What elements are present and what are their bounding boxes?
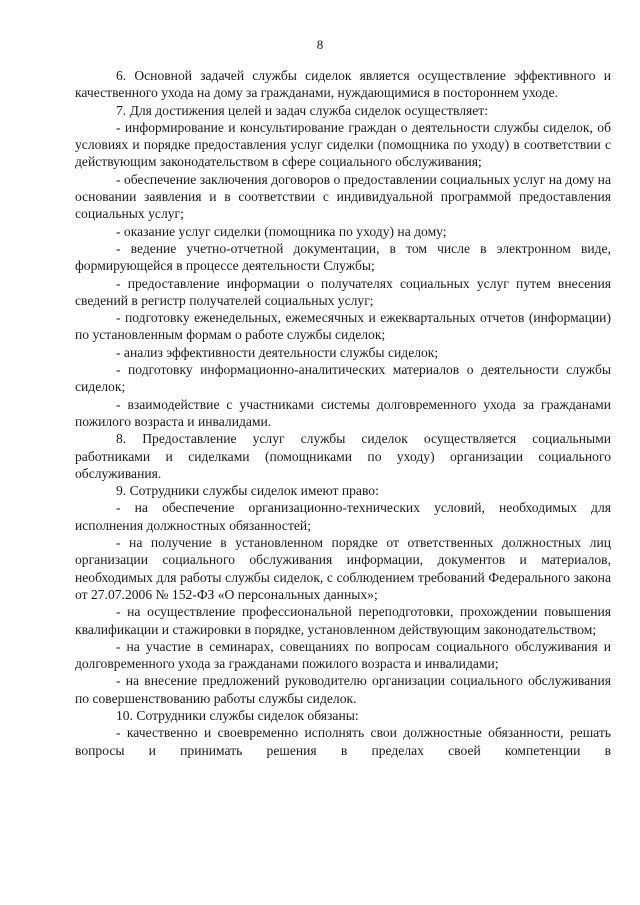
- list-item-right-proposals: - на внесение предложений руководителю организации социального обслуживания по совершенствованию работы службы сиделок.: [75, 673, 611, 706]
- list-item-right-seminars: - на участие в семинарах, совещаниях по вопросам социального обслуживания и долговременного ухода за гражданами пожилого возраста и инвалидами;: [75, 638, 611, 672]
- list-item-analysis: - анализ эффективности деятельности службы сиделок;: [116, 344, 439, 360]
- document-body: [75, 67, 611, 759]
- paragraph-6-main-task: 6. Основной задачей службы сиделок является осуществление эффективного и качественного ухода на дому за гражданами, нуждающимися в постороннем уходе.: [75, 68, 611, 101]
- list-item-right-information: - на получение в установленном порядке от ответственных должностных лиц организации социального обслуживания информации, документов и материалов, необходимых для работы службы сиделок, с соблюдением требований Федерального закона от 27.07.2006 № 152-ФЗ «О персональных данных»;: [75, 535, 611, 602]
- list-item-home-care: - оказание услуг сиделки (помощника по уходу) на дому;: [116, 223, 447, 239]
- paragraph-10-duties-intro: 10. Сотрудники службы сиделок обязаны:: [116, 707, 359, 723]
- page-number: 8: [316, 37, 324, 52]
- list-item-documentation: - ведение учетно-отчетной документации, в том числе в электронном виде, формирующейся в процессе деятельности Службы;: [75, 240, 611, 274]
- list-item-duty-perform: - качественно и своевременно исполнять свои должностные обязанности, решать вопросы и принимать решения в пределах своей компетенции в: [75, 725, 611, 758]
- paragraph-8-provision: 8. Предоставление услуг службы сиделок осуществляется социальными работниками и сиделками (помощниками по уходу) организации социального обслуживания.: [75, 431, 611, 481]
- list-item-cooperation: - взаимодействие с участниками системы долговременного ухода за гражданами пожилого возраста и инвалидами.: [75, 396, 611, 429]
- list-item-right-training: - на осуществление профессиональной переподготовки, прохождении повышения квалификации и стажировки в порядке, установленном действующим законодательством;: [75, 604, 611, 637]
- list-item-analytics: - подготовку информационно-аналитических материалов о деятельности службы сиделок;: [75, 362, 611, 395]
- list-item-register: - предоставление информации о получателях социальных услуг путем внесения сведений в регистр получателей социальных услуг;: [75, 275, 611, 308]
- paragraph-9-rights-intro: 9. Сотрудники службы сиделок имеют право:: [116, 483, 379, 499]
- list-item-contracts: - обеспечение заключения договоров о предоставлении социальных услуг на дому на основании заявления и в соответствии с индивидуальной программой предоставления социальных услуг;: [75, 171, 611, 222]
- paragraph-7-intro: 7. Для достижения целей и задач служба сиделок осуществляет:: [116, 102, 489, 118]
- list-item-right-conditions: - на обеспечение организационно-технических условий, необходимых для исполнения должностных обязанностей;: [75, 500, 611, 533]
- list-item-informing: - информирование и консультирование граждан о деятельности службы сиделок, об условиях и порядке предоставления услуг сиделки (помощника по уходу) в соответствии с действующим законодательством в сфере социального обслуживания;: [75, 119, 611, 170]
- list-item-reports: - подготовку еженедельных, ежемесячных и ежеквартальных отчетов (информации) по установленным формам о работе службы сиделок;: [75, 310, 611, 343]
